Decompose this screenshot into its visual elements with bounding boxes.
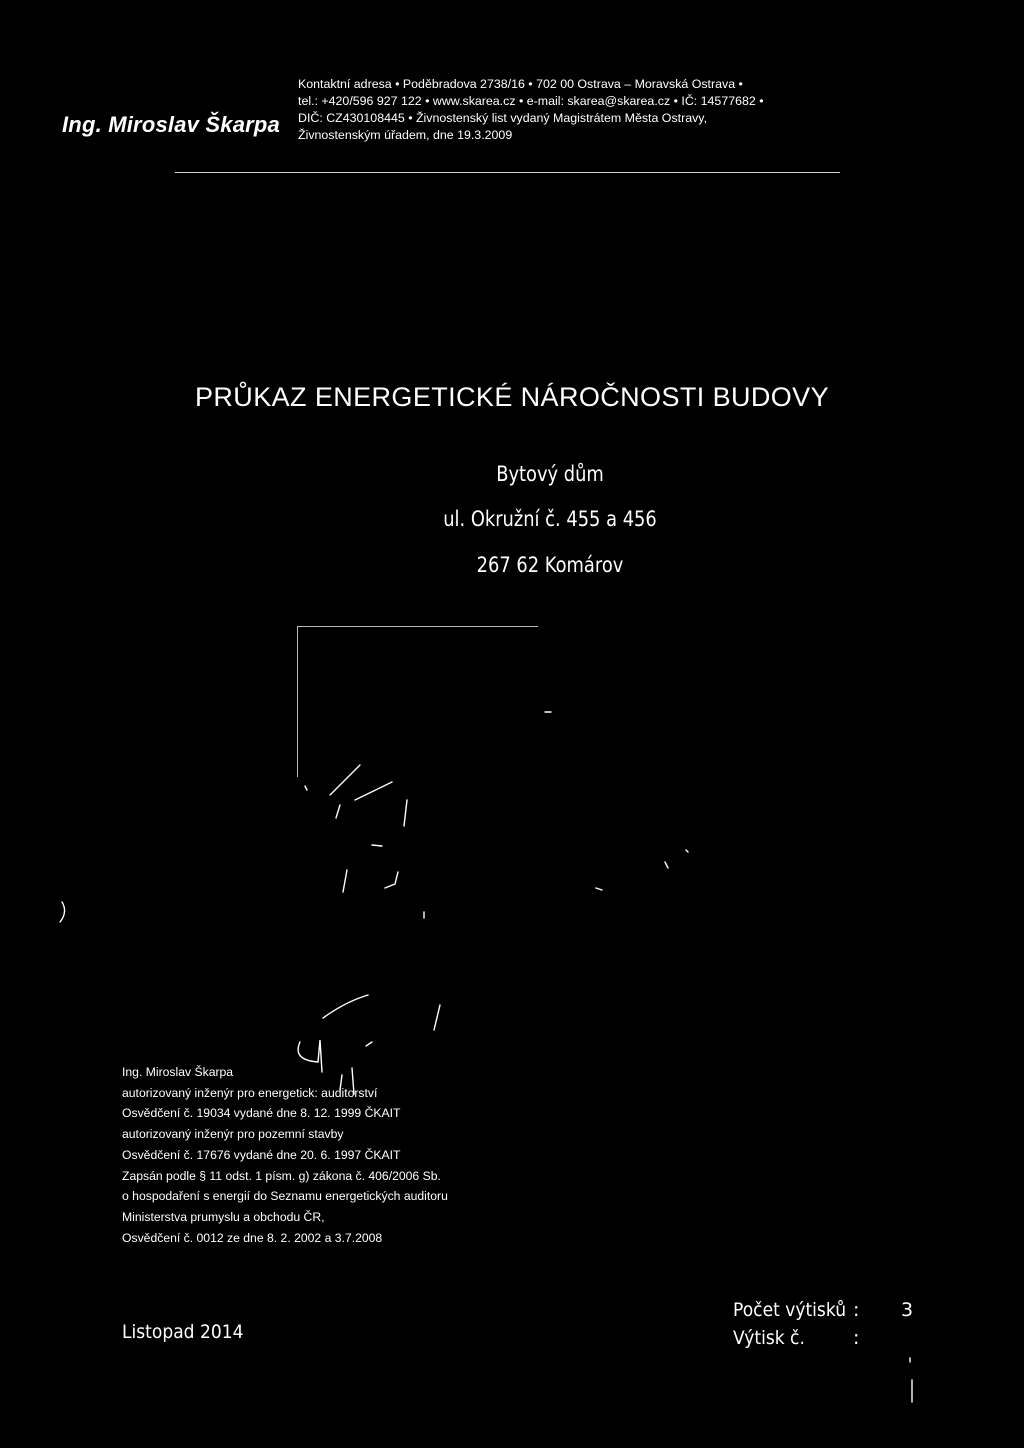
copies-label: Počet výtisků <box>733 1299 847 1321</box>
contact-line: Živnostenským úřadem, dne 19.3.2009 <box>298 128 513 142</box>
building-type: Bytový dům <box>496 462 604 486</box>
issue-date: Listopad 2014 <box>122 1321 244 1343</box>
auditor-line: autorizovaný inženýr pro pozemní stavby <box>122 1127 344 1142</box>
auditor-line: Ministerstva prumyslu a obchodu ČR, <box>122 1209 325 1224</box>
auditor-line: autorizovaný inženýr pro energetick: auditorství <box>122 1085 378 1100</box>
copies-value: 3 <box>901 1299 914 1321</box>
auditor-name: Ing. Miroslav Škarpa <box>122 1065 234 1079</box>
auditor-info <box>122 1062 448 1248</box>
auditor-line: Zapsán podle § 11 odst. 1 písm. g) zákona č. 406/2006 Sb. <box>122 1168 441 1183</box>
auditor-line: Osvědčení č. 17676 vydané dne 20. 6. 1997 ČKAIT <box>122 1147 401 1162</box>
copies-block <box>733 1296 923 1352</box>
copy-number-row <box>733 1324 923 1352</box>
copies-count-row <box>733 1296 923 1324</box>
contact-line: Kontaktní adresa • Poděbradova 2738/16 • 702 00 Ostrava – Moravská Ostrava • <box>298 77 743 91</box>
auditor-line: o hospodaření s energií do Seznamu energetických auditoru <box>122 1189 448 1204</box>
building-street: ul. Okružní č. 455 a 456 <box>443 507 657 531</box>
company-name: Ing. Miroslav Škarpa <box>62 112 280 137</box>
document-title: PRŮKAZ ENERGETICKÉ NÁROČNOSTI BUDOVY <box>195 382 829 412</box>
copies-colon: : <box>853 1299 860 1321</box>
auditor-line: Osvědčení č. 19034 vydané dne 8. 12. 1999 ČKAIT <box>122 1106 401 1121</box>
copy-number-colon: : <box>853 1327 860 1349</box>
contact-line: DIČ: CZ430108445 • Živnostenský list vydaný Magistrátem Města Ostravy, <box>298 111 708 125</box>
auditor-line: Osvědčení č. 0012 ze dne 8. 2. 2002 a 3.7.2008 <box>122 1230 383 1245</box>
contact-line: tel.: +420/596 927 122 • www.skarea.cz • e-mail: skarea@skarea.cz • IČ: 14577682 • <box>298 94 764 108</box>
copy-number-label: Výtisk č. <box>733 1327 805 1349</box>
building-city: 267 62 Komárov <box>476 553 624 577</box>
